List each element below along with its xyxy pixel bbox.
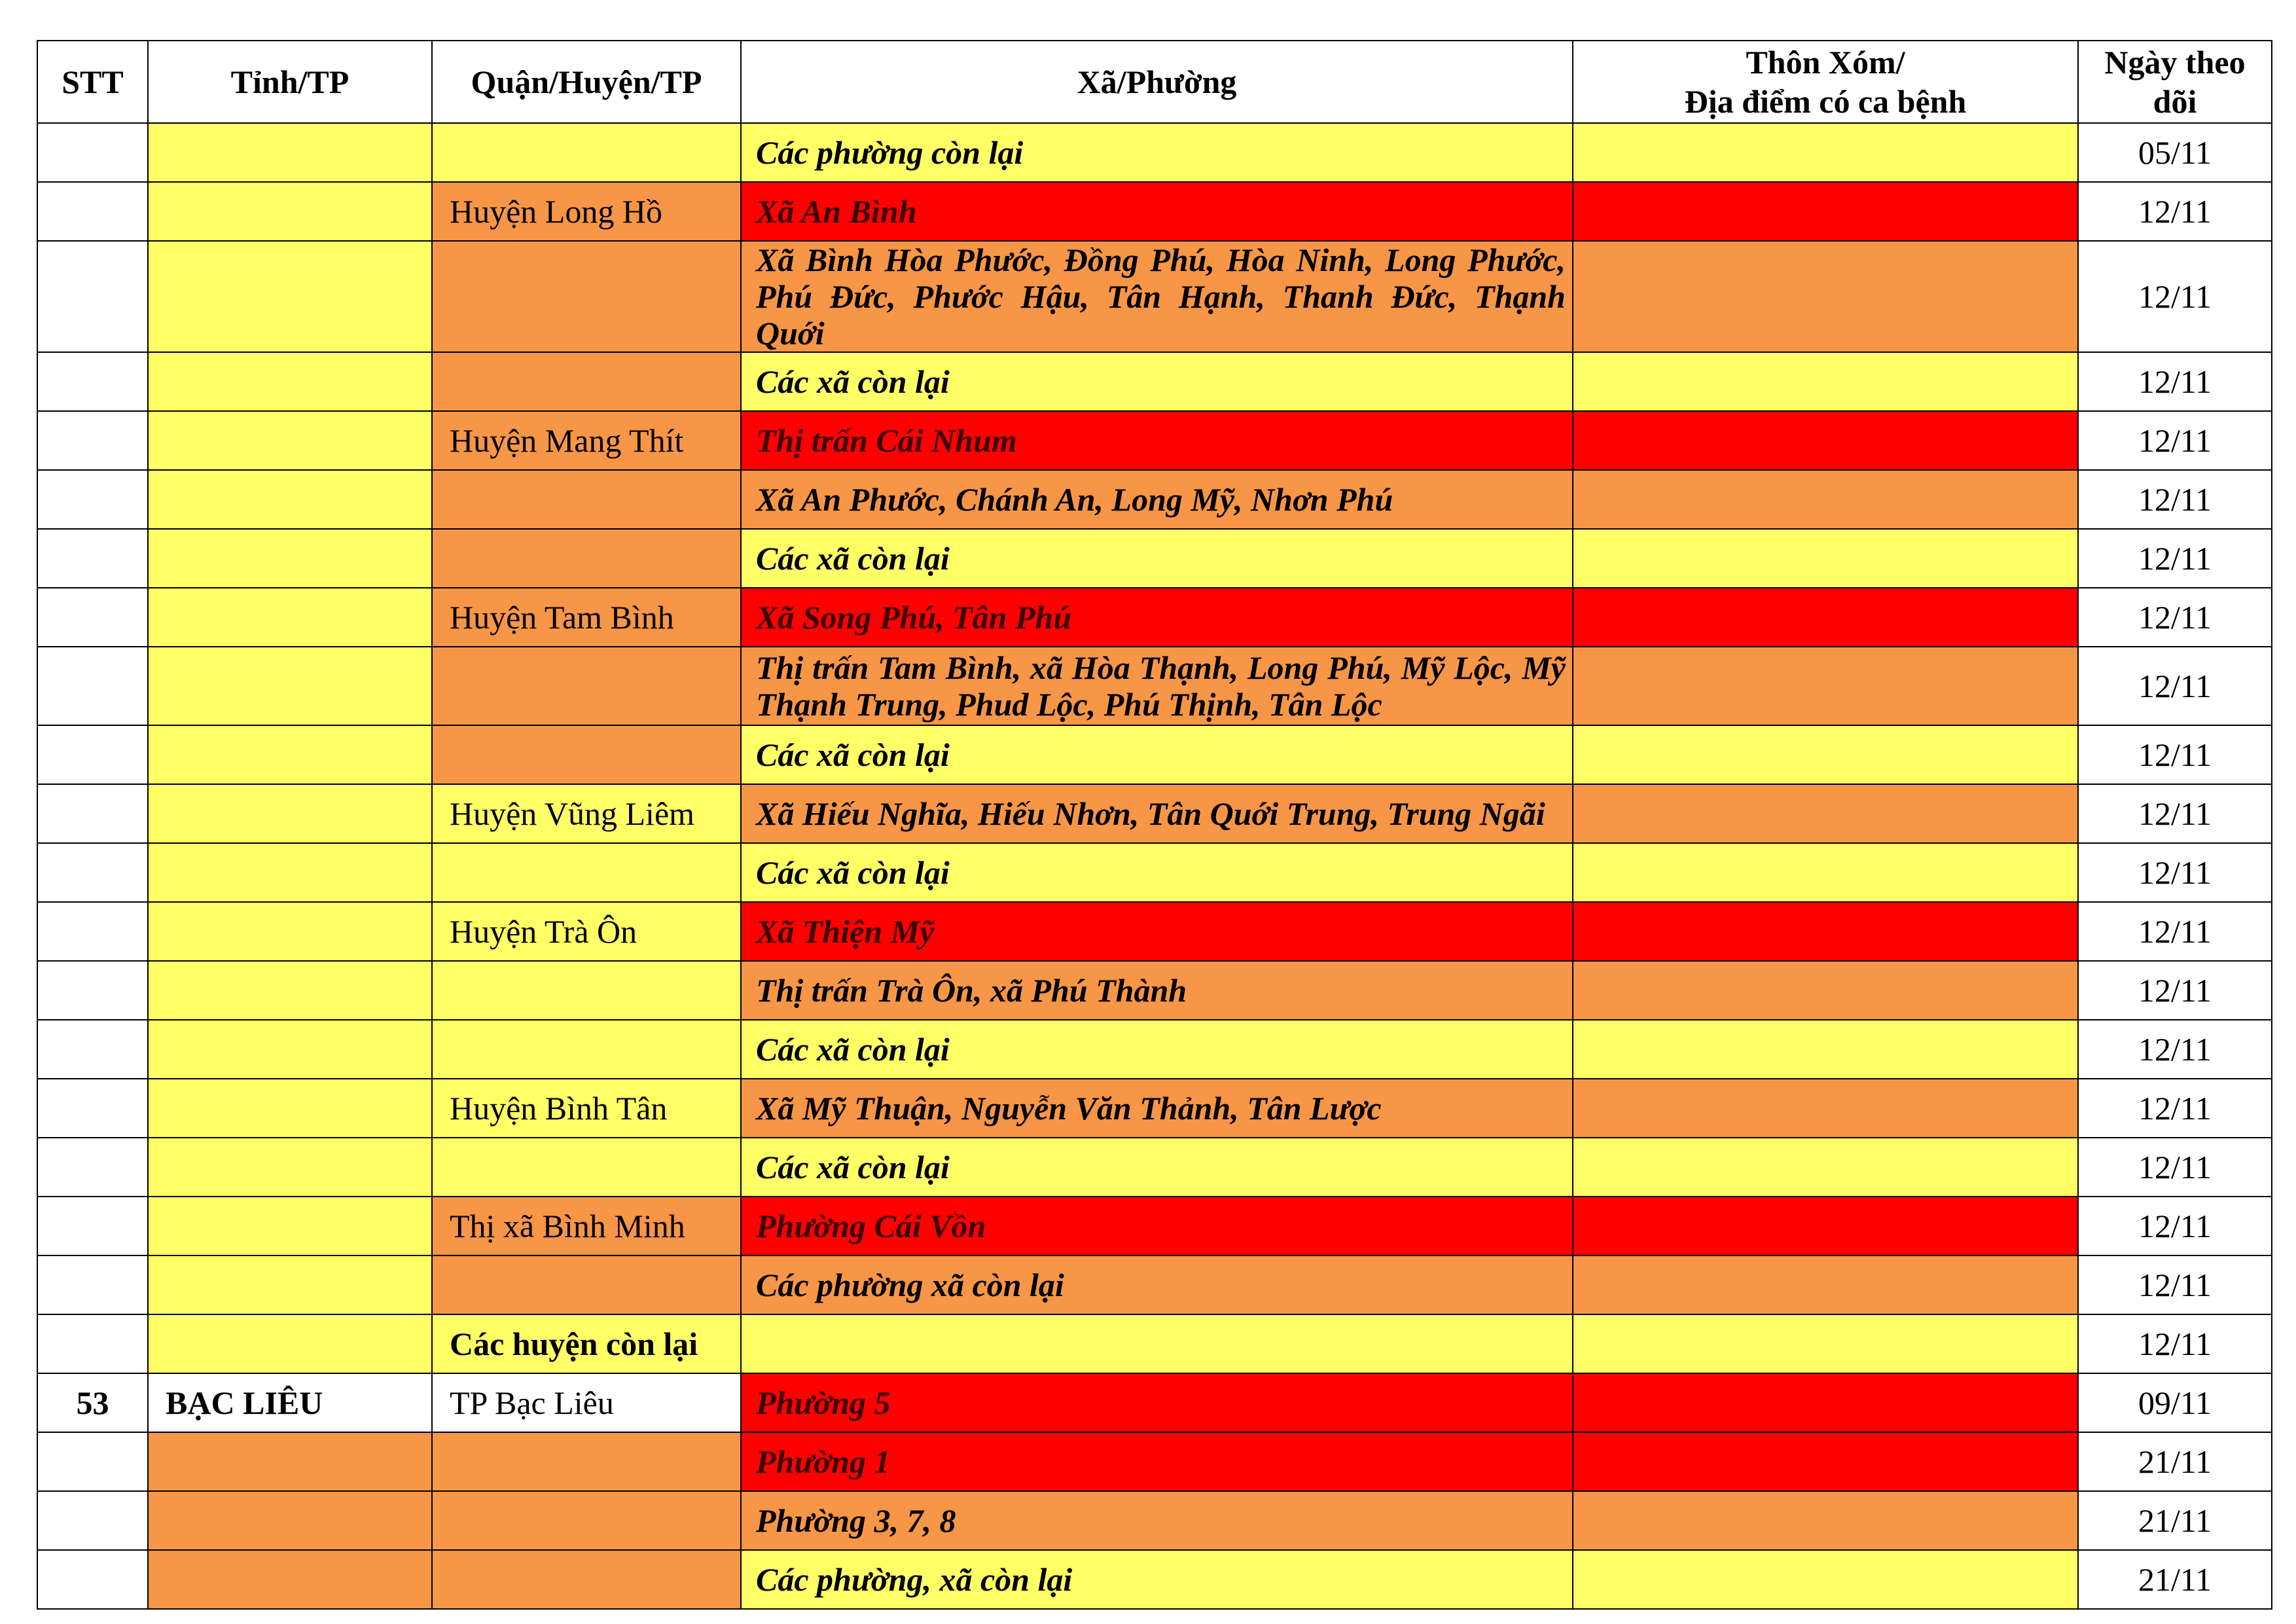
table-row	[37, 470, 2272, 529]
district-cell: Huyện Bình Tân	[432, 1079, 741, 1138]
province-cell	[148, 1079, 432, 1138]
hamlet-cell	[1573, 1197, 2078, 1255]
ward-cell: Thị trấn Trà Ôn, xã Phú Thành	[741, 961, 1573, 1020]
table-row	[37, 1138, 2272, 1197]
province-cell	[148, 241, 432, 352]
stt-cell	[37, 1255, 148, 1314]
district-cell: Huyện Long Hồ	[432, 182, 741, 241]
ward-cell: Thị trấn Tam Bình, xã Hòa Thạnh, Long Phú, Mỹ Lộc, Mỹ Thạnh Trung, Phud Lộc, Phú Thịnh, Tân Lộc	[741, 647, 1573, 725]
district-cell	[432, 843, 741, 902]
risk-zone-table	[37, 40, 2272, 1610]
table-row	[37, 1197, 2272, 1255]
hamlet-cell	[1573, 902, 2078, 961]
date-cell: 12/11	[2078, 902, 2272, 961]
hamlet-cell	[1573, 470, 2078, 529]
header-hamlet-line1: Thôn Xóm/	[1746, 44, 1905, 81]
ward-cell: Các xã còn lại	[741, 1020, 1573, 1079]
stt-cell	[37, 1197, 148, 1255]
date-cell: 12/11	[2078, 784, 2272, 843]
date-cell: 12/11	[2078, 352, 2272, 411]
province-cell	[148, 1314, 432, 1373]
province-cell	[148, 182, 432, 241]
hamlet-cell	[1573, 647, 2078, 725]
hamlet-cell	[1573, 961, 2078, 1020]
ward-cell: Các phường còn lại	[741, 123, 1573, 182]
ward-cell: Xã An Phước, Chánh An, Long Mỹ, Nhơn Phú	[741, 470, 1573, 529]
ward-cell: Các phường xã còn lại	[741, 1255, 1573, 1314]
table-row	[37, 725, 2272, 784]
ward-cell: Các xã còn lại	[741, 1138, 1573, 1197]
date-cell: 12/11	[2078, 725, 2272, 784]
district-cell	[432, 725, 741, 784]
stt-cell	[37, 241, 148, 352]
district-cell	[432, 1255, 741, 1314]
date-cell: 12/11	[2078, 470, 2272, 529]
province-cell	[148, 647, 432, 725]
stt-cell	[37, 1491, 148, 1550]
header-district: Quận/Huyện/TP	[432, 41, 741, 123]
ward-cell: Các xã còn lại	[741, 352, 1573, 411]
hamlet-cell	[1573, 1255, 2078, 1314]
district-cell	[432, 1491, 741, 1550]
district-cell	[432, 470, 741, 529]
province-cell	[148, 529, 432, 588]
hamlet-cell	[1573, 1491, 2078, 1550]
district-cell	[432, 1020, 741, 1079]
hamlet-cell	[1573, 352, 2078, 411]
district-cell	[432, 241, 741, 352]
header-hamlet-line2: Địa điểm có ca bệnh	[1684, 83, 1967, 120]
header-province: Tỉnh/TP	[148, 41, 432, 123]
stt-cell	[37, 123, 148, 182]
district-cell	[432, 352, 741, 411]
district-cell	[432, 529, 741, 588]
header-row	[37, 41, 2272, 123]
district-cell	[432, 1550, 741, 1609]
district-cell	[432, 1138, 741, 1197]
stt-cell	[37, 784, 148, 843]
hamlet-cell	[1573, 241, 2078, 352]
date-cell: 09/11	[2078, 1373, 2272, 1432]
ward-cell: Xã An Bình	[741, 182, 1573, 241]
stt-cell	[37, 902, 148, 961]
table-row	[37, 352, 2272, 411]
hamlet-cell	[1573, 529, 2078, 588]
stt-cell	[37, 588, 148, 647]
hamlet-cell	[1573, 588, 2078, 647]
date-cell: 12/11	[2078, 182, 2272, 241]
table-row	[37, 647, 2272, 725]
stt-cell	[37, 1432, 148, 1491]
district-cell: Huyện Mang Thít	[432, 411, 741, 470]
ward-cell: Phường 1	[741, 1432, 1573, 1491]
province-cell	[148, 352, 432, 411]
hamlet-cell	[1573, 1138, 2078, 1197]
header-stt: STT	[37, 41, 148, 123]
table-row	[37, 182, 2272, 241]
table-row	[37, 1491, 2272, 1550]
hamlet-cell	[1573, 725, 2078, 784]
district-cell: Huyện Tam Bình	[432, 588, 741, 647]
date-cell: 12/11	[2078, 529, 2272, 588]
date-cell: 12/11	[2078, 961, 2272, 1020]
province-cell	[148, 1020, 432, 1079]
stt-cell	[37, 352, 148, 411]
table-row	[37, 1079, 2272, 1138]
hamlet-cell	[1573, 1314, 2078, 1373]
table-row	[37, 784, 2272, 843]
hamlet-cell	[1573, 1373, 2078, 1432]
hamlet-cell	[1573, 411, 2078, 470]
table-row	[37, 1373, 2272, 1432]
ward-cell: Xã Thiện Mỹ	[741, 902, 1573, 961]
hamlet-cell	[1573, 1432, 2078, 1491]
date-cell: 12/11	[2078, 843, 2272, 902]
district-cell	[432, 123, 741, 182]
table-row	[37, 1550, 2272, 1609]
ward-cell: Phường 3, 7, 8	[741, 1491, 1573, 1550]
stt-cell	[37, 1020, 148, 1079]
table-row	[37, 1255, 2272, 1314]
header-hamlet	[1573, 41, 2078, 123]
stt-cell: 53	[37, 1373, 148, 1432]
date-cell: 21/11	[2078, 1432, 2272, 1491]
stt-cell	[37, 470, 148, 529]
date-cell: 05/11	[2078, 123, 2272, 182]
table-row	[37, 529, 2272, 588]
province-cell	[148, 843, 432, 902]
hamlet-cell	[1573, 123, 2078, 182]
ward-cell: Các xã còn lại	[741, 529, 1573, 588]
ward-cell: Phường Cái Vồn	[741, 1197, 1573, 1255]
province-cell	[148, 588, 432, 647]
ward-cell: Xã Bình Hòa Phước, Đồng Phú, Hòa Ninh, Long Phước, Phú Đức, Phước Hậu, Tân Hạnh, Thanh Đức, Thạnh Quới	[741, 241, 1573, 352]
district-cell: TP Bạc Liêu	[432, 1373, 741, 1432]
province-cell	[148, 1491, 432, 1550]
stt-cell	[37, 411, 148, 470]
district-cell	[432, 647, 741, 725]
header-ward: Xã/Phường	[741, 41, 1573, 123]
hamlet-cell	[1573, 843, 2078, 902]
district-cell: Thị xã Bình Minh	[432, 1197, 741, 1255]
province-cell	[148, 470, 432, 529]
date-cell: 12/11	[2078, 1197, 2272, 1255]
province-cell	[148, 411, 432, 470]
hamlet-cell	[1573, 1550, 2078, 1609]
date-cell: 12/11	[2078, 411, 2272, 470]
province-cell	[148, 961, 432, 1020]
stt-cell	[37, 961, 148, 1020]
hamlet-cell	[1573, 784, 2078, 843]
date-cell: 12/11	[2078, 647, 2272, 725]
table-row	[37, 843, 2272, 902]
district-cell	[432, 961, 741, 1020]
ward-cell	[741, 1314, 1573, 1373]
hamlet-cell	[1573, 1079, 2078, 1138]
date-cell: 21/11	[2078, 1491, 2272, 1550]
province-cell	[148, 1550, 432, 1609]
table-row	[37, 588, 2272, 647]
date-cell: 12/11	[2078, 1079, 2272, 1138]
stt-cell	[37, 1079, 148, 1138]
date-cell: 12/11	[2078, 1020, 2272, 1079]
hamlet-cell	[1573, 1020, 2078, 1079]
date-cell: 12/11	[2078, 1255, 2272, 1314]
date-cell: 12/11	[2078, 588, 2272, 647]
hamlet-cell	[1573, 182, 2078, 241]
stt-cell	[37, 182, 148, 241]
stt-cell	[37, 1314, 148, 1373]
ward-cell: Các xã còn lại	[741, 725, 1573, 784]
ward-cell: Thị trấn Cái Nhum	[741, 411, 1573, 470]
ward-cell: Xã Hiếu Nghĩa, Hiếu Nhơn, Tân Quới Trung, Trung Ngãi	[741, 784, 1573, 843]
ward-cell: Xã Song Phú, Tân Phú	[741, 588, 1573, 647]
ward-cell: Xã Mỹ Thuận, Nguyễn Văn Thảnh, Tân Lược	[741, 1079, 1573, 1138]
stt-cell	[37, 1138, 148, 1197]
table-row	[37, 1020, 2272, 1079]
province-cell: BẠC LIÊU	[148, 1373, 432, 1432]
district-cell: Huyện Trà Ôn	[432, 902, 741, 961]
province-cell	[148, 725, 432, 784]
stt-cell	[37, 725, 148, 784]
table-row	[37, 123, 2272, 182]
table-row	[37, 1314, 2272, 1373]
table-row	[37, 241, 2272, 352]
province-cell	[148, 1432, 432, 1491]
header-date-line1: Ngày theo	[2104, 44, 2246, 81]
province-cell	[148, 902, 432, 961]
district-cell: Huyện Vũng Liêm	[432, 784, 741, 843]
date-cell: 12/11	[2078, 241, 2272, 352]
table-row	[37, 411, 2272, 470]
ward-cell: Phường 5	[741, 1373, 1573, 1432]
date-cell: 21/11	[2078, 1550, 2272, 1609]
province-cell	[148, 784, 432, 843]
district-cell	[432, 1432, 741, 1491]
header-date-line2: dõi	[2153, 83, 2197, 120]
table-row	[37, 1432, 2272, 1491]
table-row	[37, 902, 2272, 961]
stt-cell	[37, 529, 148, 588]
province-cell	[148, 123, 432, 182]
province-cell	[148, 1197, 432, 1255]
header-date	[2078, 41, 2272, 123]
province-cell	[148, 1138, 432, 1197]
date-cell: 12/11	[2078, 1138, 2272, 1197]
date-cell: 12/11	[2078, 1314, 2272, 1373]
ward-cell: Các xã còn lại	[741, 843, 1573, 902]
ward-cell: Các phường, xã còn lại	[741, 1550, 1573, 1609]
province-cell	[148, 1255, 432, 1314]
district-cell: Các huyện còn lại	[432, 1314, 741, 1373]
stt-cell	[37, 843, 148, 902]
stt-cell	[37, 1550, 148, 1609]
stt-cell	[37, 647, 148, 725]
table-row	[37, 961, 2272, 1020]
